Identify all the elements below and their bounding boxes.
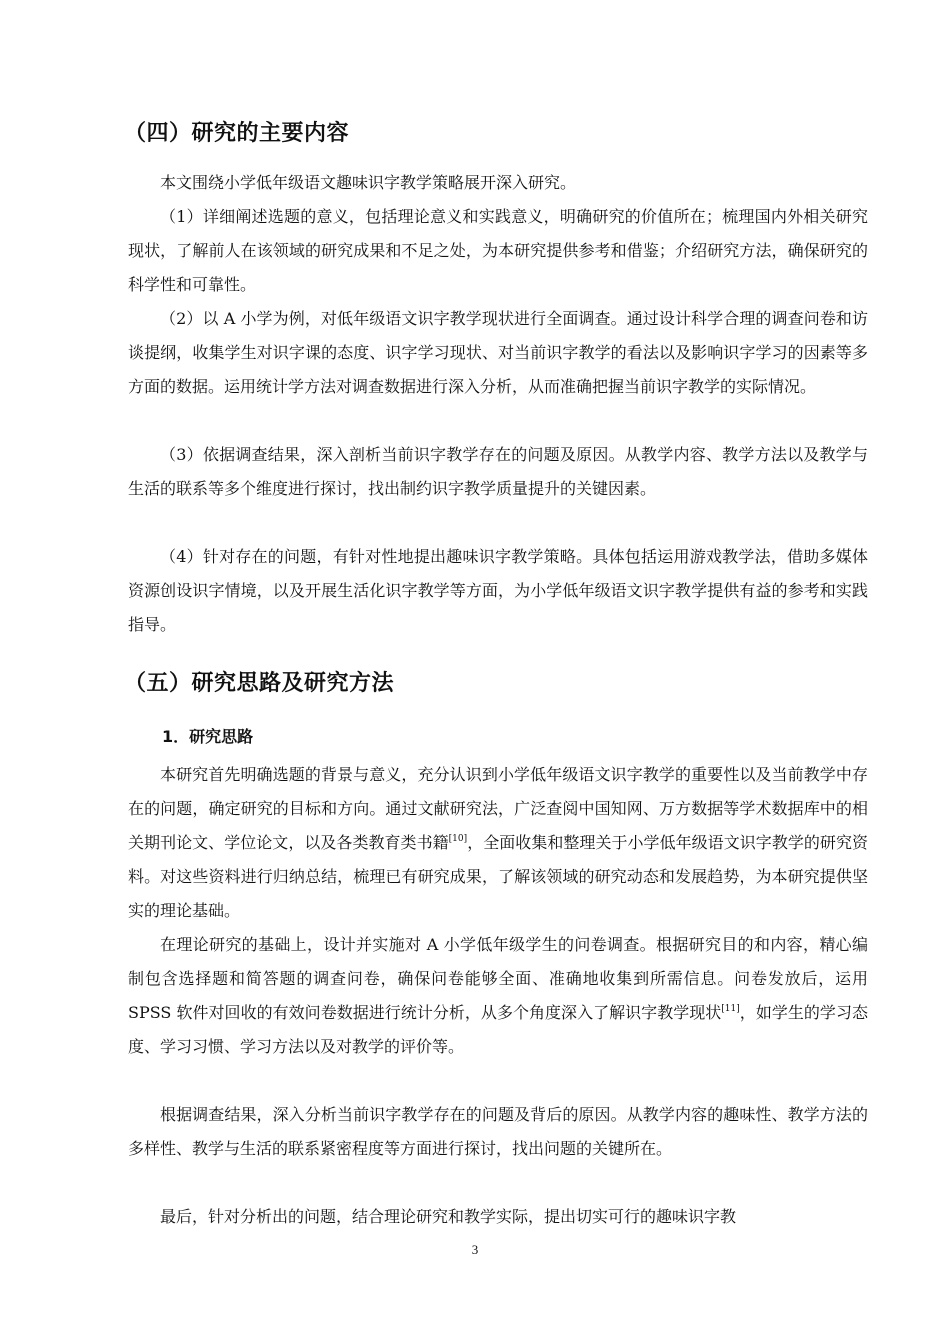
subsection-heading-1: 1．研究思路 (162, 727, 254, 746)
section5-paragraph-1 (128, 758, 868, 928)
section4-intro: 本文围绕小学低年级语文趣味识字教学策略展开深入研究。 (160, 173, 577, 192)
section5-paragraph-3: 根据调查结果，深入分析当前识字教学存在的问题及背后的原因。从教学内容的趣味性、教学方法的多样性、教学与生活的联系紧密程度等方面进行探讨，找出问题的关键所在。 (128, 1105, 868, 1158)
section4-item-2: （2）以 A 小学为例，对低年级语文识字教学现状进行全面调查。通过设计科学合理的调查问卷和访谈提纲，收集学生对识字课的态度、识字学习现状、对当前识字教学的看法以及影响识字学习的因素等多方面的数据。运用统计学方法对调查数据进行深入分析，从而准确把握当前识字教学的实际情况。 (128, 309, 868, 396)
paragraph-text: ，全面收集和整理关于小学低年级语文识字教学的研究资料。对这些资料进行归纳总结，梳理已有研究成果，了解该领域的研究动态和发展趋势，为本研究提供坚实的理论基础。 (128, 833, 868, 920)
section-heading-5: （五）研究思路及研究方法 (124, 671, 395, 696)
page-number: 3 (471, 1242, 479, 1257)
citation-ref: [10] (448, 834, 468, 844)
paragraph-text: 本研究首先明确选题的背景与意义，充分认识到小学低年级语文识字教学的重要性以及当前教学中存在的问题，确定研究的目标和方向。通过文献研究法，广泛查阅中国知网、万方数据等学术数据库中的相关期刊论文、学位论文，以及各类教育类书籍 (128, 765, 868, 852)
section-heading-4: （四）研究的主要内容 (124, 121, 350, 146)
section4-item-1: （1）详细阐述选题的意义，包括理论意义和实践意义，明确研究的价值所在；梳理国内外相关研究现状，了解前人在该领域的研究成果和不足之处，为本研究提供参考和借鉴；介绍研究方法，确保研究的科学性和可靠性。 (128, 207, 868, 294)
paragraph-text: ，如学生的学习态度、学习习惯、学习方法以及对教学的评价等。 (128, 1003, 868, 1056)
paragraph-text: 在理论研究的基础上，设计并实施对 A 小学低年级学生的问卷调查。根据研究目的和内容，精心编制包含选择题和简答题的调查问卷，确保问卷能够全面、准确地收集到所需信息。问卷发放后，运用 SPSS 软件对回收的有效问卷数据进行统计分析，从多个角度深入了解识字教学现状 (128, 935, 868, 1022)
section4-item-3: （3）依据调查结果，深入剖析当前识字教学存在的问题及原因。从教学内容、教学方法以及教学与生活的联系等多个维度进行探讨，找出制约识字教学质量提升的关键因素。 (128, 445, 868, 498)
citation-ref: [11] (721, 1004, 740, 1014)
section4-item-4: （4）针对存在的问题，有针对性地提出趣味识字教学策略。具体包括运用游戏教学法，借助多媒体资源创设识字情境，以及开展生活化识字教学等方面，为小学低年级语文识字教学提供有益的参考和实践指导。 (128, 547, 868, 634)
section5-paragraph-4: 最后，针对分析出的问题，结合理论研究和教学实际，提出切实可行的趣味识字教 (160, 1207, 737, 1226)
section5-paragraph-2 (128, 928, 868, 1064)
